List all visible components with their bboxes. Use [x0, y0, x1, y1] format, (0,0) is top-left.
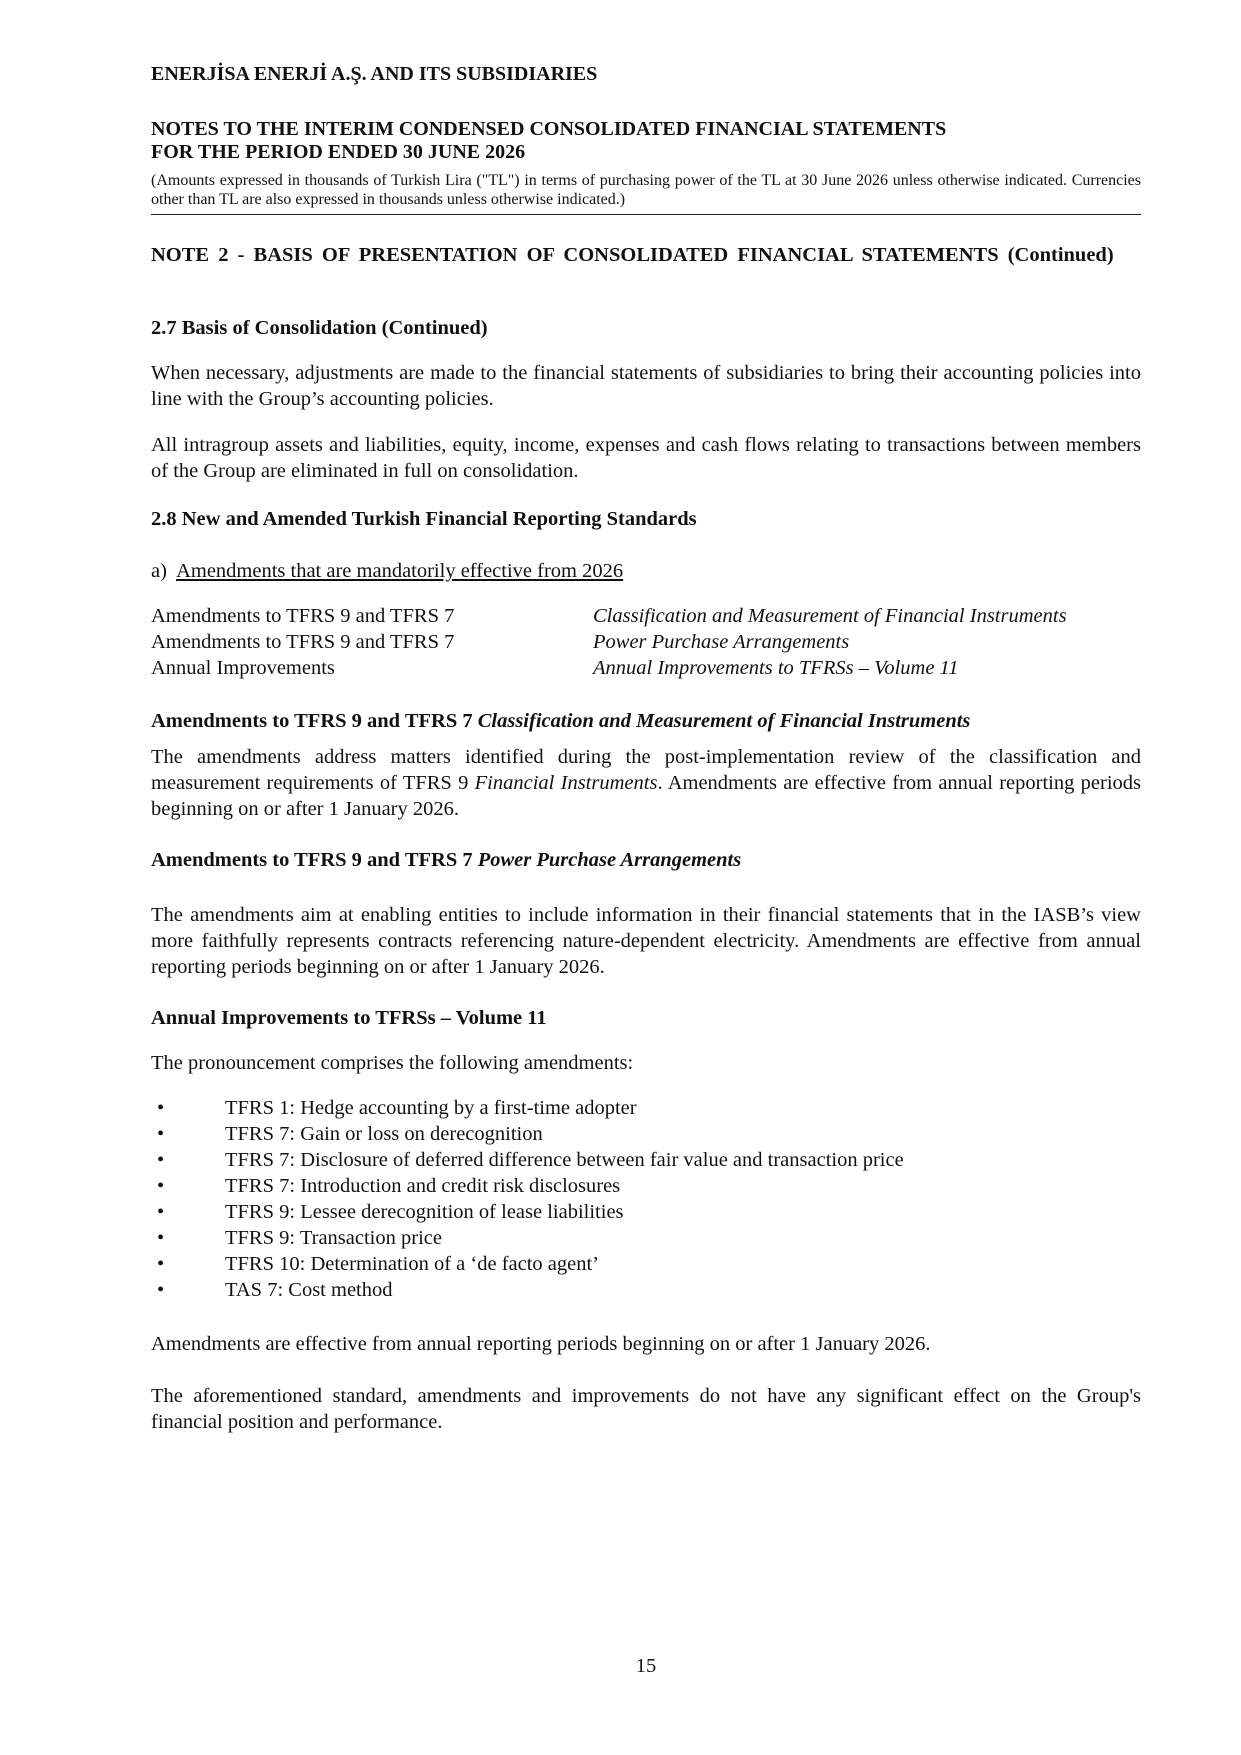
amendments-table-row: [151, 655, 1141, 681]
list-item-text: TAS 7: Cost method: [225, 1279, 393, 1301]
bullet-icon: •: [157, 1123, 165, 1145]
cm-para-part2: . Amendments are effective from annual reporting periods beginning on or after 1 January 2026.: [151, 772, 1142, 820]
ppa-heading-title: Power Purchase Arrangements: [477, 849, 742, 871]
header-divider: [151, 214, 1141, 215]
annual-improvements-intro: The pronouncement comprises the following amendments:: [151, 1052, 634, 1074]
section-2-7-paragraph-2: All intragroup assets and liabilities, equity, income, expenses and cash flows relating to transactions between members of the Group are eliminated in full on consolidation.: [151, 434, 1141, 482]
notes-title-line2: FOR THE PERIOD ENDED 30 JUNE 2026: [151, 141, 526, 163]
list-item-text: TFRS 1: Hedge accounting by a first-time adopter: [225, 1097, 637, 1119]
bullet-icon: •: [157, 1201, 165, 1223]
notes-title-line1: NOTES TO THE INTERIM CONDENSED CONSOLIDATED FINANCIAL STATEMENTS: [151, 118, 947, 140]
list-item-text: TFRS 7: Introduction and credit risk disclosures: [225, 1175, 621, 1197]
cm-para-part1: The amendments address matters identified during the post-implementation review of the classification and measurement requirements of TFRS 9: [151, 746, 1141, 794]
annual-improvements-heading: Annual Improvements to TFRSs – Volume 11: [151, 1007, 547, 1029]
company-name: ENERJİSA ENERJİ A.Ş. AND ITS SUBSIDIARIES: [151, 63, 598, 85]
bullet-icon: •: [157, 1149, 165, 1171]
classification-measurement-heading: [151, 708, 1141, 734]
amendments-table-row: [151, 603, 1141, 629]
list-item: [151, 1147, 1141, 1173]
amendment-standard: Amendments to TFRS 9 and TFRS 7: [151, 605, 455, 627]
list-item-text: TFRS 9: Lessee derecognition of lease liabilities: [225, 1201, 624, 1223]
subsection-a-label: a): [151, 560, 167, 582]
note-heading: NOTE 2 - BASIS OF PRESENTATION OF CONSOLIDATED FINANCIAL STATEMENTS (Continued): [151, 244, 1114, 266]
conclusion-paragraph: The aforementioned standard, amendments and improvements do not have any significant effect on the Group's financial position and performance.: [151, 1385, 1141, 1433]
amendments-table: [151, 603, 1141, 681]
notes-title: [151, 118, 946, 164]
amounts-note: (Amounts expressed in thousands of Turkish Lira ("TL") in terms of purchasing power of the TL at 30 June 2026 unless otherwise indicated. Currencies other than TL are also expressed in thousands unless otherwise indicated.): [151, 172, 1141, 208]
bullet-icon: •: [157, 1097, 165, 1119]
subsection-a-text: Amendments that are mandatorily effective from 2026: [176, 560, 624, 582]
list-item: [151, 1225, 1141, 1251]
list-item-text: TFRS 10: Determination of a ‘de facto agent’: [225, 1253, 600, 1275]
amendment-title: Classification and Measurement of Financial Instruments: [593, 605, 1067, 627]
amendment-title: Power Purchase Arrangements: [593, 631, 850, 653]
section-2-7-heading: 2.7 Basis of Consolidation (Continued): [151, 317, 488, 339]
page-number: 15: [635, 1655, 657, 1677]
power-purchase-heading: [151, 847, 1141, 873]
bullet-icon: •: [157, 1175, 165, 1197]
effective-date-paragraph: Amendments are effective from annual reporting periods beginning on or after 1 January 2026.: [151, 1333, 931, 1355]
list-item: [151, 1277, 1141, 1303]
list-item-text: TFRS 9: Transaction price: [225, 1227, 442, 1249]
list-item: [151, 1251, 1141, 1277]
list-item-text: TFRS 7: Gain or loss on derecognition: [225, 1123, 543, 1145]
list-item: [151, 1173, 1141, 1199]
amendment-standard: Annual Improvements: [151, 657, 335, 679]
bullet-icon: •: [157, 1279, 165, 1301]
section-2-7-paragraph-1: When necessary, adjustments are made to the financial statements of subsidiaries to bring their accounting policies into line with the Group’s accounting policies.: [151, 362, 1141, 410]
power-purchase-paragraph: The amendments aim at enabling entities to include information in their financial statements that in the IASB’s view more faithfully represents contracts referencing nature-dependent electricity. Amendments are effective from annual reporting periods beginning on or after 1 January 2026.: [151, 904, 1141, 978]
bullet-icon: •: [157, 1253, 165, 1275]
amendment-standard: Amendments to TFRS 9 and TFRS 7: [151, 631, 455, 653]
amendments-bullet-list: [151, 1095, 1141, 1303]
ppa-heading-standard: Amendments to TFRS 9 and TFRS 7: [151, 849, 478, 871]
list-item: [151, 1095, 1141, 1121]
section-2-8-heading: 2.8 New and Amended Turkish Financial Reporting Standards: [151, 508, 697, 530]
amendments-table-row: [151, 629, 1141, 655]
list-item: [151, 1199, 1141, 1225]
list-item-text: TFRS 7: Disclosure of deferred difference between fair value and transaction price: [225, 1149, 904, 1171]
cm-heading-title: Classification and Measurement of Financial Instruments: [477, 710, 971, 732]
classification-measurement-paragraph: [151, 744, 1141, 822]
cm-para-italic: Financial Instruments: [474, 772, 658, 794]
bullet-icon: •: [157, 1227, 165, 1249]
subsection-a-heading: [151, 558, 1141, 584]
list-item: [151, 1121, 1141, 1147]
cm-heading-standard: Amendments to TFRS 9 and TFRS 7: [151, 710, 478, 732]
amendment-title: Annual Improvements to TFRSs – Volume 11: [593, 657, 959, 679]
